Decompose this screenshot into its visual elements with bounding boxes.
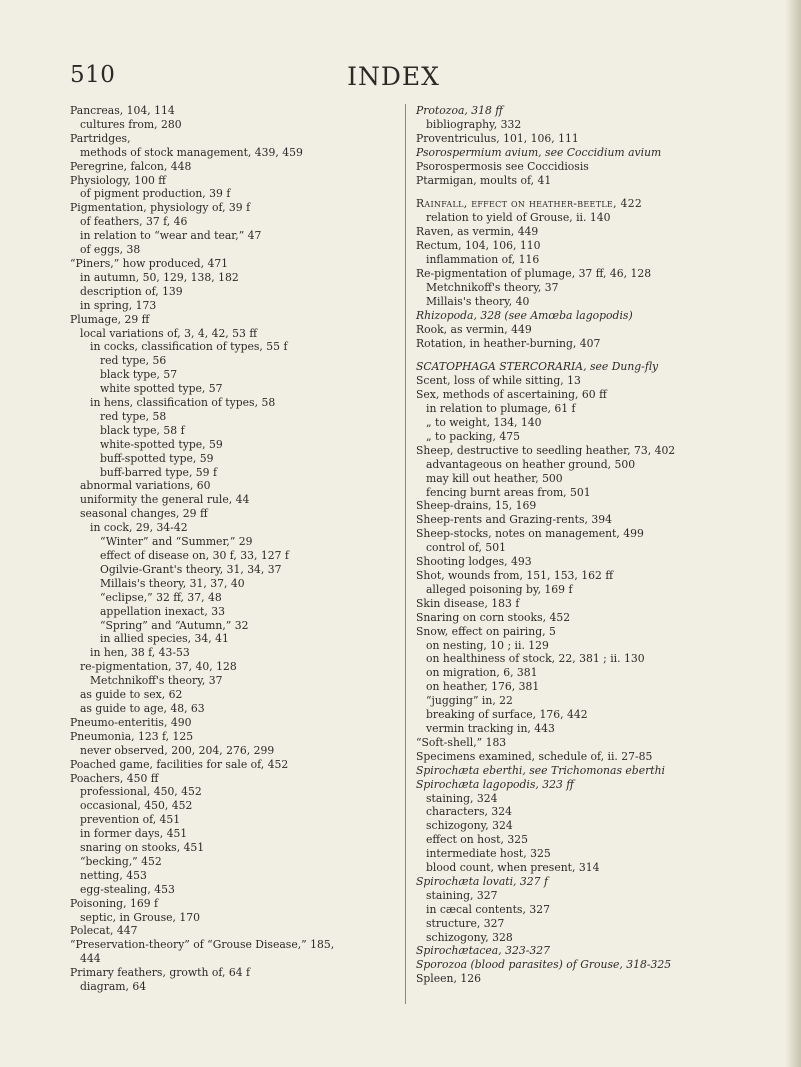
index-entry: Sheep-stocks, notes on management, 499 bbox=[416, 527, 644, 541]
index-subentry: on healthiness of stock, 22, 381 ; ii. 130 bbox=[426, 652, 645, 666]
index-subentry: blood count, when present, 314 bbox=[426, 861, 600, 875]
index-subentry: of feathers, 37 f, 46 bbox=[80, 215, 188, 229]
index-entry: Poisoning, 169 f bbox=[70, 896, 158, 910]
index-subentry: in cæcal contents, 327 bbox=[426, 902, 550, 916]
index-subentry: staining, 327 bbox=[426, 888, 498, 902]
index-subentry: white spotted type, 57 bbox=[100, 382, 223, 396]
index-subentry: description of, 139 bbox=[80, 284, 183, 298]
index-entry: Spirochætacea, 323-327 bbox=[416, 944, 550, 958]
page-header bbox=[70, 62, 717, 96]
index-subentry: of pigment production, 39 f bbox=[80, 187, 231, 201]
index-entry: “Soft-shell,” 183 bbox=[416, 735, 507, 749]
index-subentry: schizogony, 324 bbox=[426, 819, 513, 833]
index-subentry: white-spotted type, 59 bbox=[100, 437, 223, 451]
index-subentry: cultures from, 280 bbox=[80, 117, 182, 131]
index-column-left bbox=[70, 104, 396, 994]
index-entry: Polecat, 447 bbox=[70, 924, 138, 938]
index-subentry: breaking of surface, 176, 442 bbox=[426, 708, 588, 722]
index-subentry: staining, 324 bbox=[426, 791, 498, 805]
index-entry: Poached game, facilities for sale of, 452 bbox=[70, 757, 289, 771]
index-entry: Plumage, 29 ff bbox=[70, 312, 150, 326]
section-gap bbox=[416, 350, 746, 360]
index-subentry: intermediate host, 325 bbox=[426, 847, 551, 861]
index-entry: Snaring on corn stooks, 452 bbox=[416, 610, 571, 624]
index-subentry: “becking,” 452 bbox=[80, 854, 162, 868]
index-subentry: in former days, 451 bbox=[80, 827, 188, 841]
index-subentry: black type, 57 bbox=[100, 368, 178, 382]
index-subentry: on migration, 6, 381 bbox=[426, 666, 538, 680]
index-entry: Rotation, in heather-burning, 407 bbox=[416, 336, 601, 350]
index-subentry: on heather, 176, 381 bbox=[426, 680, 540, 694]
index-subentry: in cock, 29, 34-42 bbox=[90, 521, 188, 535]
index-entry: Physiology, 100 ff bbox=[70, 173, 166, 187]
index-subentry: “eclipse,” 32 ff, 37, 48 bbox=[100, 590, 222, 604]
index-subentry: occasional, 450, 452 bbox=[80, 799, 193, 813]
index-subentry: alleged poisoning by, 169 f bbox=[426, 582, 573, 596]
index-subentry: inflammation of, 116 bbox=[426, 253, 540, 267]
index-subentry: effect of disease on, 30 f, 33, 127 f bbox=[100, 549, 289, 562]
index-subentry: schizogony, 328 bbox=[426, 930, 513, 944]
page-title: INDEX bbox=[347, 62, 440, 91]
page-edge-shadow bbox=[785, 0, 801, 1067]
index-entry: “Piners,” how produced, 471 bbox=[70, 256, 229, 270]
index-subentry: never observed, 200, 204, 276, 299 bbox=[80, 743, 275, 757]
index-entry: Psorospermium avium, see Coccidium avium bbox=[416, 145, 662, 159]
index-subentry: red type, 56 bbox=[100, 354, 167, 368]
index-entry: Ptarmigan, moults of, 41 bbox=[416, 173, 552, 187]
index-subentry: black type, 58 f bbox=[100, 423, 185, 437]
index-subentry: advantageous on heather ground, 500 bbox=[426, 457, 636, 471]
index-entry: Shooting lodges, 493 bbox=[416, 555, 532, 569]
index-subentry: Ogilvie-Grant's theory, 31, 34, 37 bbox=[100, 562, 282, 576]
index-entry: Pancreas, 104, 114 bbox=[70, 104, 175, 117]
index-subentry: structure, 327 bbox=[426, 916, 505, 930]
index-entry: Re-pigmentation of plumage, 37 ff, 46, 128 bbox=[416, 266, 652, 280]
index-entry: Raven, as vermin, 449 bbox=[416, 225, 539, 239]
index-subentry: egg-stealing, 453 bbox=[80, 882, 175, 896]
index-subentry: „ to packing, 475 bbox=[426, 429, 521, 443]
index-subentry: Millais's theory, 31, 37, 40 bbox=[100, 576, 245, 590]
index-entry: Spleen, 126 bbox=[416, 972, 481, 986]
index-entry: Pneumonia, 123 f, 125 bbox=[70, 729, 194, 743]
index-subentry: “Winter” and “Summer,” 29 bbox=[100, 535, 253, 549]
index-entry: Psorospermosis see Coccidiosis bbox=[416, 159, 589, 173]
index-subentry: vermin tracking in, 443 bbox=[426, 721, 555, 735]
index-subentry: as guide to sex, 62 bbox=[80, 688, 183, 702]
index-subentry: in autumn, 50, 129, 138, 182 bbox=[80, 270, 239, 284]
index-subentry: „ to weight, 134, 140 bbox=[426, 416, 542, 430]
column-divider bbox=[405, 104, 406, 1004]
index-entry: Spirochæta lovati, 327 f bbox=[416, 874, 548, 888]
index-entry: Sheep, destructive to seedling heather, 73, 402 bbox=[416, 443, 676, 457]
index-subentry: in spring, 173 bbox=[80, 298, 157, 312]
index-column-right bbox=[416, 104, 746, 986]
index-subentry: in relation to plumage, 61 f bbox=[426, 402, 576, 416]
index-subentry: control of, 501 bbox=[426, 541, 506, 555]
index-entry: Rectum, 104, 106, 110 bbox=[416, 239, 541, 253]
index-subentry: Millais's theory, 40 bbox=[426, 294, 530, 308]
index-subentry: in hens, classification of types, 58 bbox=[90, 396, 276, 410]
index-subentry: netting, 453 bbox=[80, 868, 147, 882]
index-subentry: diagram, 64 bbox=[80, 980, 147, 994]
index-entry: Partridges, bbox=[70, 131, 131, 145]
index-subentry: relation to yield of Grouse, ii. 140 bbox=[426, 211, 611, 225]
index-entry: Spirochæta lagopodis, 323 ff bbox=[416, 777, 574, 791]
section-gap bbox=[416, 187, 746, 197]
page-number: 510 bbox=[70, 62, 116, 88]
index-subentry: in hen, 38 f, 43-53 bbox=[90, 646, 190, 660]
index-entry: Spirochæta eberthi, see Trichomonas eberthi bbox=[416, 763, 666, 777]
index-subentry: effect on host, 325 bbox=[426, 833, 528, 847]
index-subentry: 444 bbox=[80, 952, 101, 966]
index-subentry: on nesting, 10 ; ii. 129 bbox=[426, 638, 549, 652]
index-entry: Sex, methods of ascertaining, 60 ff bbox=[416, 388, 607, 402]
index-entry: Sheep-drains, 15, 169 bbox=[416, 499, 537, 513]
index-subentry: professional, 450, 452 bbox=[80, 785, 202, 799]
index-subentry: may kill out heather, 500 bbox=[426, 471, 563, 485]
index-entry: Specimens examined, schedule of, ii. 27-85 bbox=[416, 749, 653, 763]
index-entry: Primary feathers, growth of, 64 f bbox=[70, 966, 250, 980]
index-subentry: re-pigmentation, 37, 40, 128 bbox=[80, 660, 237, 674]
index-subentry: prevention of, 451 bbox=[80, 813, 181, 827]
index-entry: Scent, loss of while sitting, 13 bbox=[416, 374, 581, 388]
index-subentry: buff-spotted type, 59 bbox=[100, 451, 214, 465]
index-subentry: Metchnikoff's theory, 37 bbox=[90, 674, 223, 688]
index-subentry: fencing burnt areas from, 501 bbox=[426, 485, 591, 499]
index-entry: Peregrine, falcon, 448 bbox=[70, 159, 192, 173]
index-subentry: “jugging” in, 22 bbox=[426, 694, 513, 708]
index-entry: Rhizopoda, 328 (see Amœba lagopodis) bbox=[416, 308, 633, 322]
index-entry: SCATOPHAGA STERCORARIA, see Dung-fly bbox=[416, 360, 659, 374]
index-subentry: septic, in Grouse, 170 bbox=[80, 910, 201, 924]
index-subentry: “Spring” and “Autumn,” 32 bbox=[100, 618, 249, 632]
index-entry: Skin disease, 183 f bbox=[416, 596, 520, 610]
index-entry: Pigmentation, physiology of, 39 f bbox=[70, 201, 251, 215]
index-entry: Sheep-rents and Grazing-rents, 394 bbox=[416, 513, 612, 527]
index-subentry: in allied species, 34, 41 bbox=[100, 632, 229, 646]
index-entry: Rainfall, effect on heather-beetle, 422 bbox=[416, 197, 643, 211]
index-subentry: seasonal changes, 29 ff bbox=[80, 507, 208, 521]
index-subentry: abnormal variations, 60 bbox=[80, 479, 211, 493]
index-subentry: local variations of, 3, 4, 42, 53 ff bbox=[80, 326, 258, 340]
index-entry: Snow, effect on pairing, 5 bbox=[416, 624, 556, 638]
index-subentry: methods of stock management, 439, 459 bbox=[80, 145, 303, 159]
index-entry: Sporozoa (blood parasites) of Grouse, 318-325 bbox=[416, 958, 672, 972]
index-subentry: snaring on stooks, 451 bbox=[80, 841, 205, 855]
index-subentry: of eggs, 38 bbox=[80, 243, 141, 257]
index-subentry: in cocks, classification of types, 55 f bbox=[90, 340, 288, 354]
index-entry: Pneumo-enteritis, 490 bbox=[70, 715, 192, 729]
index-subentry: bibliography, 332 bbox=[426, 117, 522, 131]
index-subentry: as guide to age, 48, 63 bbox=[80, 701, 205, 715]
index-entry: Proventriculus, 101, 106, 111 bbox=[416, 131, 579, 145]
index-subentry: uniformity the general rule, 44 bbox=[80, 493, 250, 507]
index-entry: Shot, wounds from, 151, 153, 162 ff bbox=[416, 569, 614, 582]
index-subentry: red type, 58 bbox=[100, 409, 167, 423]
index-subentry: appellation inexact, 33 bbox=[100, 604, 225, 618]
index-subentry: characters, 324 bbox=[426, 805, 512, 819]
index-entry: Poachers, 450 ff bbox=[70, 771, 159, 785]
index-entry: Rook, as vermin, 449 bbox=[416, 322, 532, 336]
index-subentry: buff-barred type, 59 f bbox=[100, 465, 217, 479]
index-subentry: Metchnikoff's theory, 37 bbox=[426, 280, 559, 294]
index-entry: “Preservation-theory” of “Grouse Disease,” 185, bbox=[70, 938, 335, 952]
index-subentry: in relation to “wear and tear,” 47 bbox=[80, 229, 262, 243]
index-entry: Protozoa, 318 ff bbox=[416, 104, 503, 117]
